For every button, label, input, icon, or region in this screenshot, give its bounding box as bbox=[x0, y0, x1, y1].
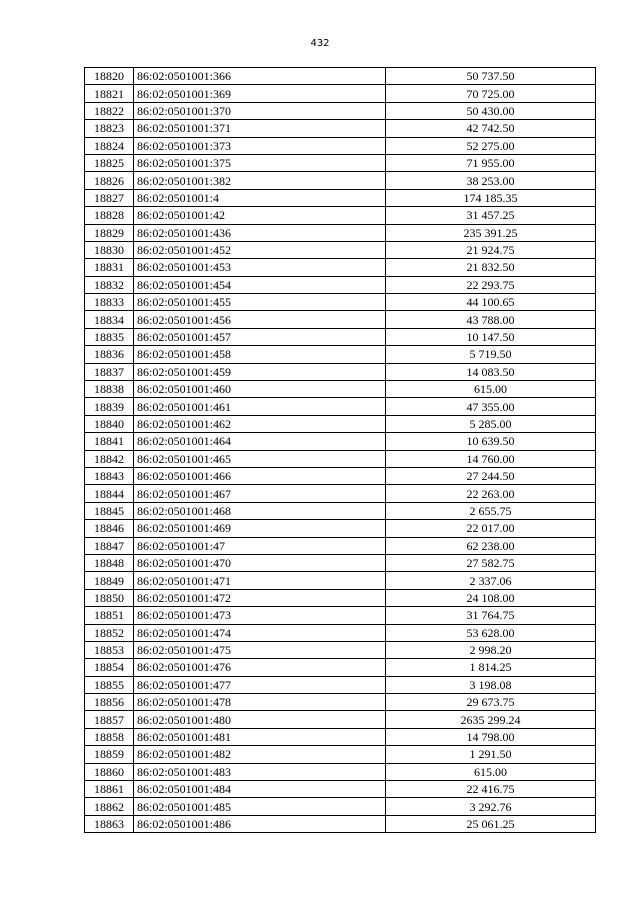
cadastral-number-cell: 86:02:0501001:471 bbox=[134, 572, 386, 589]
table-row bbox=[85, 276, 596, 293]
registry-table bbox=[84, 67, 596, 833]
table-row bbox=[85, 154, 596, 171]
cadastral-number-cell: 86:02:0501001:482 bbox=[134, 746, 386, 763]
table-row bbox=[85, 137, 596, 154]
table-row bbox=[85, 624, 596, 641]
cadastral-number-cell: 86:02:0501001:373 bbox=[134, 137, 386, 154]
row-number-cell: 18834 bbox=[85, 311, 134, 328]
table-row bbox=[85, 224, 596, 241]
value-cell: 615.00 bbox=[386, 763, 596, 780]
value-cell: 47 355.00 bbox=[386, 398, 596, 415]
value-cell: 50 430.00 bbox=[386, 102, 596, 119]
cadastral-number-cell: 86:02:0501001:462 bbox=[134, 415, 386, 432]
table-row bbox=[85, 520, 596, 537]
cadastral-number-cell: 86:02:0501001:455 bbox=[134, 294, 386, 311]
row-number-cell: 18830 bbox=[85, 241, 134, 258]
value-cell: 14 760.00 bbox=[386, 450, 596, 467]
value-cell: 14 083.50 bbox=[386, 363, 596, 380]
table-row bbox=[85, 798, 596, 815]
cadastral-number-cell: 86:02:0501001:475 bbox=[134, 641, 386, 658]
row-number-cell: 18824 bbox=[85, 137, 134, 154]
value-cell: 27 244.50 bbox=[386, 467, 596, 484]
value-cell: 43 788.00 bbox=[386, 311, 596, 328]
value-cell: 5 719.50 bbox=[386, 346, 596, 363]
value-cell: 24 108.00 bbox=[386, 589, 596, 606]
value-cell: 22 293.75 bbox=[386, 276, 596, 293]
value-cell: 10 639.50 bbox=[386, 433, 596, 450]
cadastral-number-cell: 86:02:0501001:382 bbox=[134, 172, 386, 189]
table-row bbox=[85, 781, 596, 798]
cadastral-number-cell: 86:02:0501001:456 bbox=[134, 311, 386, 328]
row-number-cell: 18832 bbox=[85, 276, 134, 293]
row-number-cell: 18862 bbox=[85, 798, 134, 815]
value-cell: 2 655.75 bbox=[386, 502, 596, 519]
value-cell: 10 147.50 bbox=[386, 328, 596, 345]
value-cell: 615.00 bbox=[386, 381, 596, 398]
cadastral-number-cell: 86:02:0501001:472 bbox=[134, 589, 386, 606]
row-number-cell: 18827 bbox=[85, 189, 134, 206]
cadastral-number-cell: 86:02:0501001:481 bbox=[134, 728, 386, 745]
page-number: 432 bbox=[310, 38, 330, 49]
value-cell: 29 673.75 bbox=[386, 694, 596, 711]
value-cell: 38 253.00 bbox=[386, 172, 596, 189]
value-cell: 21 832.50 bbox=[386, 259, 596, 276]
cadastral-number-cell: 86:02:0501001:457 bbox=[134, 328, 386, 345]
row-number-cell: 18843 bbox=[85, 467, 134, 484]
cadastral-number-cell: 86:02:0501001:461 bbox=[134, 398, 386, 415]
value-cell: 21 924.75 bbox=[386, 241, 596, 258]
value-cell: 52 275.00 bbox=[386, 137, 596, 154]
row-number-cell: 18857 bbox=[85, 711, 134, 728]
value-cell: 2635 299.24 bbox=[386, 711, 596, 728]
cadastral-number-cell: 86:02:0501001:484 bbox=[134, 781, 386, 798]
table-row bbox=[85, 172, 596, 189]
table-row bbox=[85, 554, 596, 571]
row-number-cell: 18863 bbox=[85, 815, 134, 832]
table-row bbox=[85, 207, 596, 224]
table-row bbox=[85, 589, 596, 606]
value-cell: 5 285.00 bbox=[386, 415, 596, 432]
cadastral-number-cell: 86:02:0501001:42 bbox=[134, 207, 386, 224]
cadastral-number-cell: 86:02:0501001:375 bbox=[134, 154, 386, 171]
value-cell: 22 017.00 bbox=[386, 520, 596, 537]
cadastral-number-cell: 86:02:0501001:480 bbox=[134, 711, 386, 728]
row-number-cell: 18845 bbox=[85, 502, 134, 519]
row-number-cell: 18860 bbox=[85, 763, 134, 780]
row-number-cell: 18829 bbox=[85, 224, 134, 241]
table-row bbox=[85, 763, 596, 780]
table-row bbox=[85, 450, 596, 467]
value-cell: 2 337.06 bbox=[386, 572, 596, 589]
cadastral-number-cell: 86:02:0501001:459 bbox=[134, 363, 386, 380]
value-cell: 25 061.25 bbox=[386, 815, 596, 832]
cadastral-number-cell: 86:02:0501001:485 bbox=[134, 798, 386, 815]
value-cell: 235 391.25 bbox=[386, 224, 596, 241]
row-number-cell: 18837 bbox=[85, 363, 134, 380]
cadastral-number-cell: 86:02:0501001:467 bbox=[134, 485, 386, 502]
row-number-cell: 18836 bbox=[85, 346, 134, 363]
value-cell: 62 238.00 bbox=[386, 537, 596, 554]
table-row bbox=[85, 311, 596, 328]
value-cell: 71 955.00 bbox=[386, 154, 596, 171]
cadastral-number-cell: 86:02:0501001:465 bbox=[134, 450, 386, 467]
cadastral-number-cell: 86:02:0501001:469 bbox=[134, 520, 386, 537]
table-row bbox=[85, 746, 596, 763]
value-cell: 2 998.20 bbox=[386, 641, 596, 658]
table-row bbox=[85, 467, 596, 484]
cadastral-number-cell: 86:02:0501001:366 bbox=[134, 68, 386, 85]
cadastral-number-cell: 86:02:0501001:371 bbox=[134, 120, 386, 137]
row-number-cell: 18822 bbox=[85, 102, 134, 119]
row-number-cell: 18821 bbox=[85, 85, 134, 102]
cadastral-number-cell: 86:02:0501001:458 bbox=[134, 346, 386, 363]
table-row bbox=[85, 68, 596, 85]
row-number-cell: 18825 bbox=[85, 154, 134, 171]
row-number-cell: 18846 bbox=[85, 520, 134, 537]
row-number-cell: 18856 bbox=[85, 694, 134, 711]
cadastral-number-cell: 86:02:0501001:477 bbox=[134, 676, 386, 693]
row-number-cell: 18859 bbox=[85, 746, 134, 763]
value-cell: 174 185.35 bbox=[386, 189, 596, 206]
registry-table-body bbox=[85, 68, 596, 833]
value-cell: 3 198.08 bbox=[386, 676, 596, 693]
table-row bbox=[85, 641, 596, 658]
row-number-cell: 18848 bbox=[85, 554, 134, 571]
row-number-cell: 18840 bbox=[85, 415, 134, 432]
row-number-cell: 18841 bbox=[85, 433, 134, 450]
cadastral-number-cell: 86:02:0501001:486 bbox=[134, 815, 386, 832]
table-row bbox=[85, 607, 596, 624]
value-cell: 50 737.50 bbox=[386, 68, 596, 85]
value-cell: 53 628.00 bbox=[386, 624, 596, 641]
table-row bbox=[85, 328, 596, 345]
cadastral-number-cell: 86:02:0501001:464 bbox=[134, 433, 386, 450]
row-number-cell: 18839 bbox=[85, 398, 134, 415]
cadastral-number-cell: 86:02:0501001:473 bbox=[134, 607, 386, 624]
cadastral-number-cell: 86:02:0501001:47 bbox=[134, 537, 386, 554]
cadastral-number-cell: 86:02:0501001:453 bbox=[134, 259, 386, 276]
table-row bbox=[85, 381, 596, 398]
row-number-cell: 18851 bbox=[85, 607, 134, 624]
row-number-cell: 18858 bbox=[85, 728, 134, 745]
value-cell: 3 292.76 bbox=[386, 798, 596, 815]
table-row bbox=[85, 659, 596, 676]
value-cell: 44 100.65 bbox=[386, 294, 596, 311]
table-row bbox=[85, 572, 596, 589]
cadastral-number-cell: 86:02:0501001:370 bbox=[134, 102, 386, 119]
row-number-cell: 18823 bbox=[85, 120, 134, 137]
table-row bbox=[85, 294, 596, 311]
table-row bbox=[85, 694, 596, 711]
row-number-cell: 18842 bbox=[85, 450, 134, 467]
table-row bbox=[85, 728, 596, 745]
table-row bbox=[85, 259, 596, 276]
cadastral-number-cell: 86:02:0501001:460 bbox=[134, 381, 386, 398]
table-row bbox=[85, 676, 596, 693]
table-row bbox=[85, 485, 596, 502]
row-number-cell: 18847 bbox=[85, 537, 134, 554]
row-number-cell: 18835 bbox=[85, 328, 134, 345]
table-row bbox=[85, 537, 596, 554]
row-number-cell: 18833 bbox=[85, 294, 134, 311]
row-number-cell: 18831 bbox=[85, 259, 134, 276]
row-number-cell: 18820 bbox=[85, 68, 134, 85]
table-row bbox=[85, 85, 596, 102]
row-number-cell: 18850 bbox=[85, 589, 134, 606]
row-number-cell: 18854 bbox=[85, 659, 134, 676]
value-cell: 14 798.00 bbox=[386, 728, 596, 745]
cadastral-number-cell: 86:02:0501001:452 bbox=[134, 241, 386, 258]
cadastral-number-cell: 86:02:0501001:436 bbox=[134, 224, 386, 241]
table-row bbox=[85, 241, 596, 258]
table-row bbox=[85, 189, 596, 206]
table-row bbox=[85, 815, 596, 832]
value-cell: 31 457.25 bbox=[386, 207, 596, 224]
table-row bbox=[85, 102, 596, 119]
value-cell: 42 742.50 bbox=[386, 120, 596, 137]
cadastral-number-cell: 86:02:0501001:476 bbox=[134, 659, 386, 676]
cadastral-number-cell: 86:02:0501001:483 bbox=[134, 763, 386, 780]
value-cell: 22 416.75 bbox=[386, 781, 596, 798]
cadastral-number-cell: 86:02:0501001:470 bbox=[134, 554, 386, 571]
row-number-cell: 18844 bbox=[85, 485, 134, 502]
row-number-cell: 18855 bbox=[85, 676, 134, 693]
value-cell: 1 814.25 bbox=[386, 659, 596, 676]
table-row bbox=[85, 711, 596, 728]
row-number-cell: 18852 bbox=[85, 624, 134, 641]
cadastral-number-cell: 86:02:0501001:474 bbox=[134, 624, 386, 641]
value-cell: 70 725.00 bbox=[386, 85, 596, 102]
cadastral-number-cell: 86:02:0501001:466 bbox=[134, 467, 386, 484]
cadastral-number-cell: 86:02:0501001:4 bbox=[134, 189, 386, 206]
cadastral-number-cell: 86:02:0501001:369 bbox=[134, 85, 386, 102]
cadastral-number-cell: 86:02:0501001:478 bbox=[134, 694, 386, 711]
cadastral-number-cell: 86:02:0501001:454 bbox=[134, 276, 386, 293]
value-cell: 1 291.50 bbox=[386, 746, 596, 763]
row-number-cell: 18838 bbox=[85, 381, 134, 398]
value-cell: 27 582.75 bbox=[386, 554, 596, 571]
table-row bbox=[85, 415, 596, 432]
table-row bbox=[85, 120, 596, 137]
cadastral-number-cell: 86:02:0501001:468 bbox=[134, 502, 386, 519]
row-number-cell: 18853 bbox=[85, 641, 134, 658]
table-row bbox=[85, 502, 596, 519]
row-number-cell: 18826 bbox=[85, 172, 134, 189]
table-row bbox=[85, 363, 596, 380]
value-cell: 22 263.00 bbox=[386, 485, 596, 502]
value-cell: 31 764.75 bbox=[386, 607, 596, 624]
row-number-cell: 18828 bbox=[85, 207, 134, 224]
table-row bbox=[85, 398, 596, 415]
table-row bbox=[85, 346, 596, 363]
row-number-cell: 18861 bbox=[85, 781, 134, 798]
row-number-cell: 18849 bbox=[85, 572, 134, 589]
table-row bbox=[85, 433, 596, 450]
